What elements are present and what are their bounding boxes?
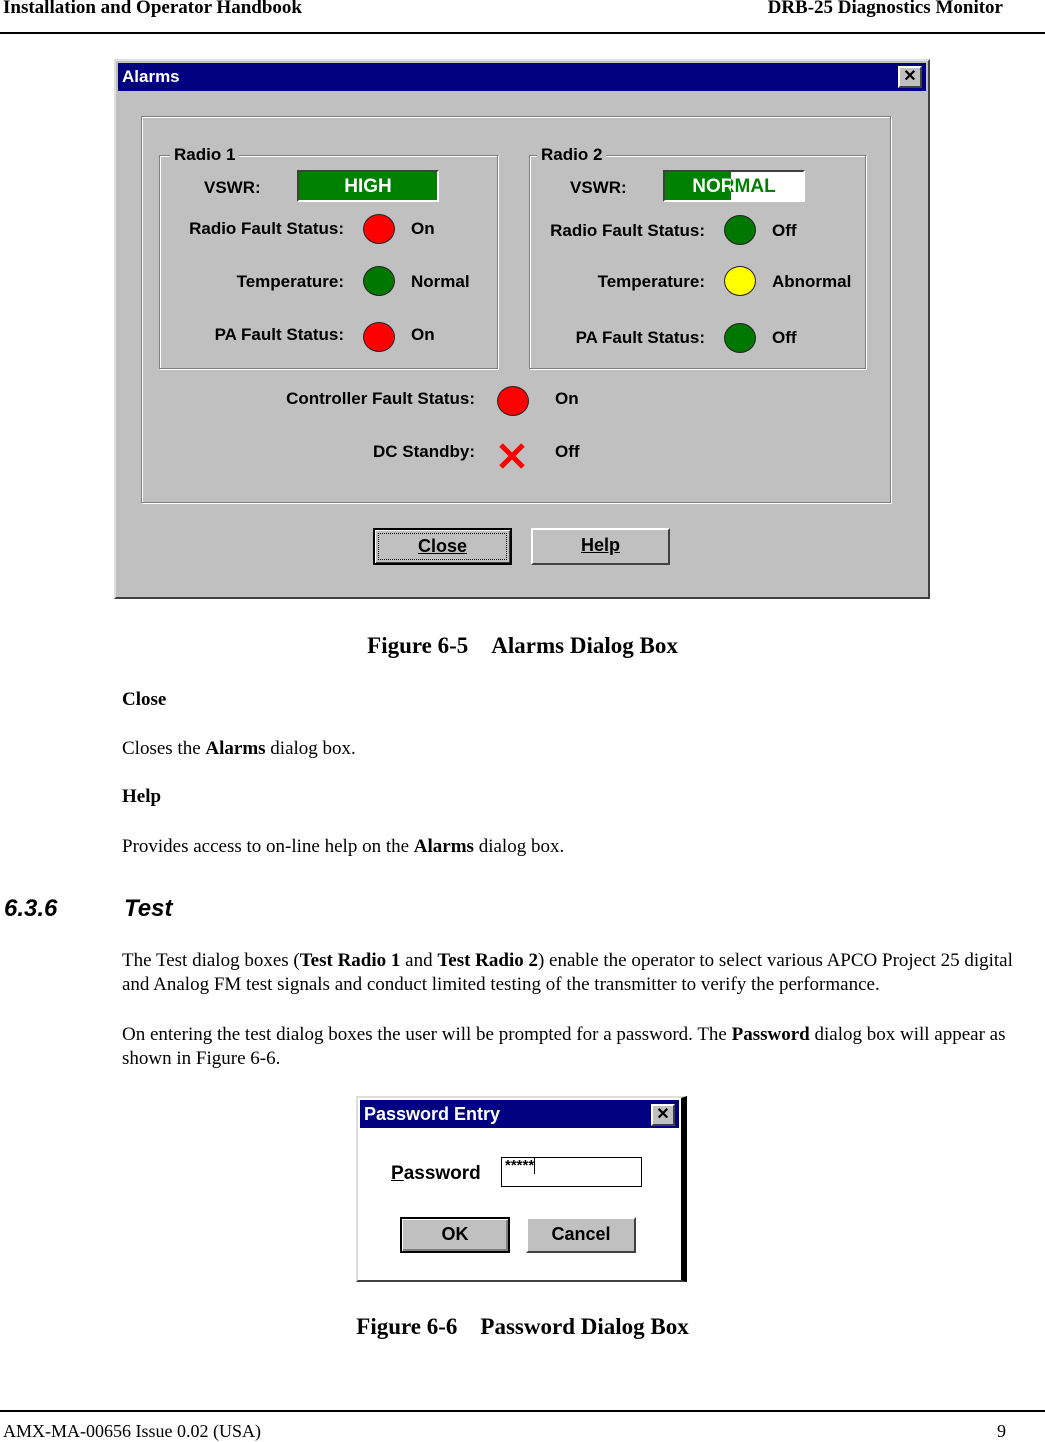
- radio1-vswr-label: VSWR:: [204, 178, 261, 197]
- radio1-fault-label: Radio Fault Status:: [189, 219, 344, 238]
- cancel-button[interactable]: Cancel: [526, 1217, 636, 1253]
- header-right: DRB-25 Diagnostics Monitor: [767, 0, 1003, 18]
- radio2-vswr-value: NORMAL: [665, 176, 803, 198]
- controller-fault-led: [497, 386, 529, 416]
- radio2-temp-label: Temperature:: [597, 272, 705, 291]
- close-heading: Close: [122, 689, 167, 710]
- controller-fault-label: Controller Fault Status:: [286, 389, 475, 408]
- radio1-temp-label: Temperature:: [236, 272, 344, 291]
- dc-standby-label: DC Standby:: [373, 442, 475, 461]
- password-input[interactable]: *****: [501, 1157, 642, 1187]
- password-dialog: [356, 1096, 687, 1282]
- close-x-icon[interactable]: ✕: [651, 1104, 675, 1126]
- dialog-title: Password Entry: [364, 1104, 501, 1124]
- radio2-temp-led: [724, 266, 756, 296]
- footer-left: AMX-MA-00656 Issue 0.02 (USA): [3, 1421, 261, 1441]
- dc-standby-value: Off: [555, 442, 580, 461]
- paragraph-test-intro: The Test dialog boxes (Test Radio 1 and Test Radio 2) enable the operator to select various APCO Project 25 digital and Analog FM test signals and conduct limited testing of the transmitter to verify the performance.: [122, 950, 1013, 995]
- text-cursor: [534, 1157, 539, 1174]
- radio2-pa-value: Off: [772, 328, 797, 347]
- header-left: Installation and Operator Handbook: [3, 0, 302, 18]
- dialog-title: Alarms: [122, 67, 180, 86]
- password-label: Password: [391, 1163, 481, 1184]
- radio1-vswr-bar: [297, 170, 439, 202]
- page-number: 9: [997, 1421, 1006, 1441]
- radio2-vswr-bar: [663, 170, 805, 202]
- help-description: Provides access to on-line help on the Alarms dialog box.: [122, 836, 565, 857]
- red-x-icon: [498, 442, 526, 470]
- radio1-pa-led: [363, 322, 395, 352]
- radio1-fault-value: On: [411, 219, 435, 238]
- alarms-title-bar: [118, 63, 926, 91]
- alarms-dialog: [114, 59, 930, 599]
- radio2-fault-led: [724, 215, 756, 245]
- paragraph-password: On entering the test dialog boxes the user will be prompted for a password. The Password dialog box will appear as shown in Figure 6-6.: [122, 1024, 1006, 1069]
- radio1-fault-led: [363, 214, 395, 244]
- figure-6-6-caption: Figure 6-6 Password Dialog Box: [356, 1314, 689, 1339]
- radio2-pa-label: PA Fault Status:: [575, 328, 705, 347]
- figure-6-5-caption: Figure 6-5 Alarms Dialog Box: [367, 633, 678, 658]
- radio1-temp-led: [363, 266, 395, 296]
- radio2-temp-value: Abnormal: [772, 272, 852, 291]
- radio2-title: Radio 2: [537, 145, 606, 165]
- password-title-bar: [360, 1100, 679, 1128]
- radio2-fault-value: Off: [772, 221, 797, 240]
- section-number: 6.3.6: [4, 895, 58, 922]
- close-description: Closes the Alarms dialog box.: [122, 738, 356, 759]
- radio1-vswr-value: HIGH: [344, 176, 392, 197]
- close-button[interactable]: Close: [373, 528, 512, 565]
- radio2-vswr-label: VSWR:: [570, 178, 627, 197]
- ok-button[interactable]: OK: [400, 1217, 510, 1253]
- radio1-pa-label: PA Fault Status:: [214, 325, 344, 344]
- footer-rule: [0, 1410, 1045, 1412]
- header-rule: [0, 32, 1045, 34]
- help-heading: Help: [122, 786, 162, 807]
- help-button[interactable]: Help: [531, 528, 670, 565]
- radio1-title: Radio 1: [170, 145, 239, 165]
- controller-fault-value: On: [555, 389, 579, 408]
- radio1-temp-value: Normal: [411, 272, 470, 291]
- radio1-pa-value: On: [411, 325, 435, 344]
- radio2-fault-label: Radio Fault Status:: [550, 221, 705, 240]
- section-title: Test: [124, 895, 173, 922]
- radio2-pa-led: [724, 323, 756, 353]
- close-x-icon[interactable]: ✕: [898, 66, 922, 88]
